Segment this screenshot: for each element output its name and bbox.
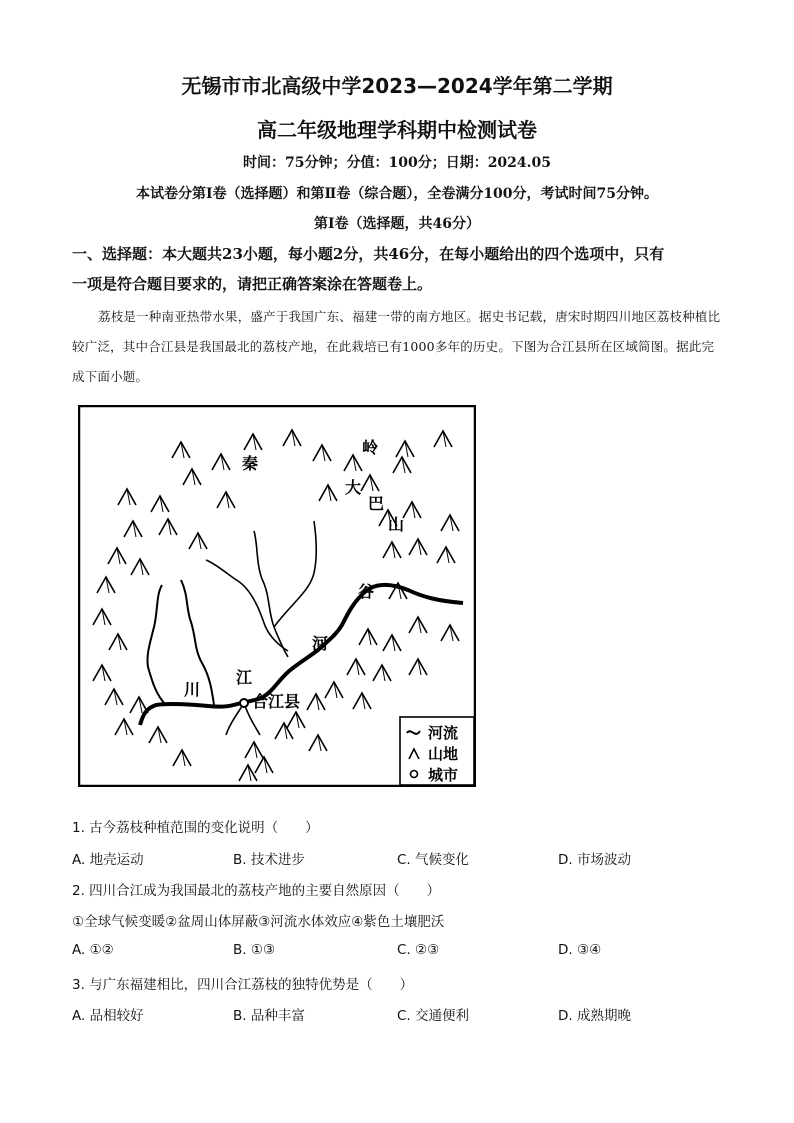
region-map: [78, 405, 476, 787]
question-3-option-d[interactable]: D. 成熟期晚: [558, 1008, 631, 1024]
exam-meta: 时间：75分钟；分值：100分；日期：2024.05: [242, 155, 552, 171]
label-shan: 山: [388, 515, 405, 534]
question-3-option-a[interactable]: A. 品相较好: [72, 1008, 144, 1024]
question-1-option-b[interactable]: B. 技术进步: [233, 852, 305, 868]
question-3-stem: 3. 与广东福建相比，四川合江荔枝的独特优势是（ ）: [72, 977, 414, 993]
section-heading-line1: 一、选择题：本大题共23小题，每小题2分，共46分，在每小题给出的四个选项中，只有: [72, 245, 665, 263]
question-2-option-b[interactable]: B. ①③: [233, 942, 276, 958]
part-heading: 第Ⅰ卷（选择题，共46分）: [313, 216, 481, 232]
label-gu: 谷: [358, 582, 375, 601]
question-1-option-d[interactable]: D. 市场波动: [558, 852, 631, 868]
label-city: 合江县: [252, 692, 301, 711]
legend-city-label: 城市: [428, 766, 459, 784]
label-chuan: 川: [184, 680, 201, 699]
label-ling: 岭: [362, 438, 379, 457]
label-he: 河: [312, 634, 329, 653]
question-2-statements: ①全球气候变暖②盆周山体屏蔽③河流水体效应④紫色土壤肥沃: [72, 914, 445, 930]
question-2-option-c[interactable]: C. ②③: [397, 942, 440, 958]
question-2-option-a[interactable]: A. ①②: [72, 942, 114, 958]
question-2-stem: 2. 四川合江成为我国最北的荔枝产地的主要自然原因（ ）: [72, 883, 441, 899]
section-heading: [72, 239, 722, 299]
legend-city-icon: [411, 771, 418, 778]
label-qin: 秦: [242, 454, 259, 473]
exam-title-line2: 高二年级地理学科期中检测试卷: [257, 118, 537, 142]
exam-note: 本试卷分第Ⅰ卷（选择题）和第Ⅱ卷（综合题），全卷满分100分，考试时间75分钟。: [135, 186, 659, 202]
map-legend: [400, 717, 474, 785]
label-ba: 巴: [368, 494, 385, 513]
question-3-option-b[interactable]: B. 品种丰富: [233, 1008, 305, 1024]
legend-mountain-label: 山地: [428, 745, 459, 763]
label-da: 大: [345, 478, 362, 497]
legend-river-label: 河流: [428, 724, 459, 742]
exam-title-line1: 无锡市市北高级中学2023—2024学年第二学期: [181, 74, 613, 98]
question-1-stem: 1. 古今荔枝种植范围的变化说明（ ）: [72, 820, 319, 836]
label-jiang: 江: [236, 668, 253, 687]
reading-passage: 荔枝是一种南亚热带水果，盛产于我国广东、福建一带的南方地区。据史书记载，唐宋时期四川地区荔枝种植比较广泛，其中合江县是我国最北的荔枝产地，在此栽培已有1000多年的历史。下图为合江县所在区域简图。据此完成下面小题。: [72, 309, 721, 384]
question-2-option-d[interactable]: D. ③④: [558, 942, 602, 958]
question-1-option-c[interactable]: C. 气候变化: [397, 852, 470, 868]
city-marker-icon: [240, 699, 248, 707]
question-3-option-c[interactable]: C. 交通便利: [397, 1008, 470, 1024]
question-1-option-a[interactable]: A. 地壳运动: [72, 852, 144, 868]
section-heading-line2: 一项是符合题目要求的，请把正确答案涂在答题卷上。: [72, 275, 433, 293]
